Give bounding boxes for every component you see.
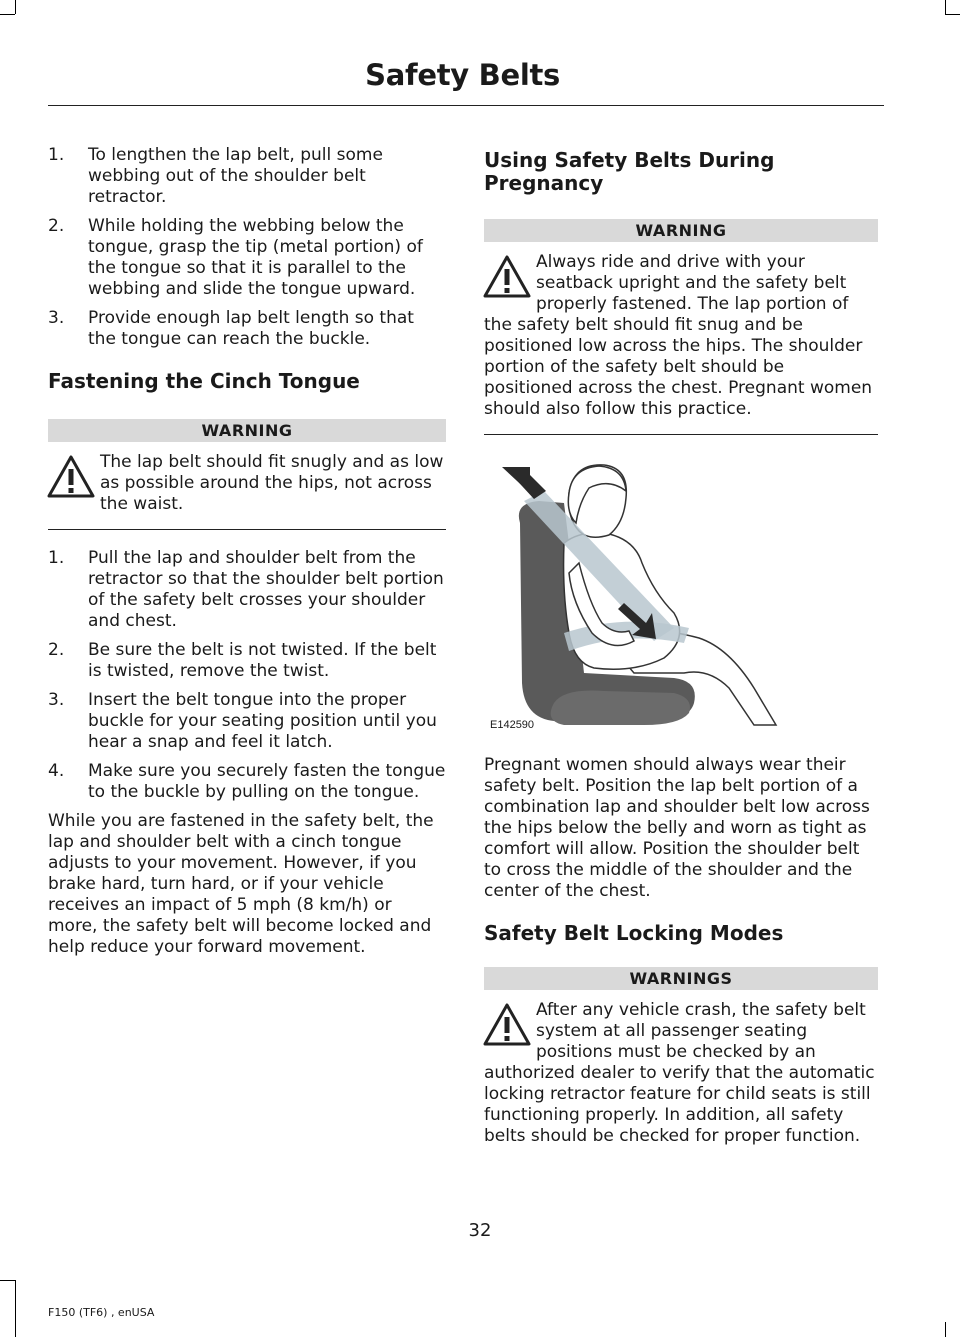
warning-text: Always ride and drive with your seatback upright and the safety belt properly fastened. The lap portion of the safety belt should fit snug and be positioned low across the hips. The shoulder portion of the safety belt should be positioned across the chest. Pregnant women should also follow this practice.: [484, 252, 873, 419]
warning-label: WARNING: [48, 419, 446, 442]
section-heading: Safety Belt Locking Modes: [484, 921, 784, 945]
warning-text: After any vehicle crash, the safety belt system at all passenger seating positions must be checked by an authorized dealer to verify that the automatic locking retractor feature for child seats is still functioning properly. In addition, all safety belts should be checked for proper function.: [484, 1000, 875, 1146]
warning-box: [484, 1000, 878, 1161]
warning-triangle-icon: [482, 254, 532, 300]
page-number: 32: [468, 1220, 492, 1241]
warning-label: WARNING: [484, 219, 878, 242]
pregnancy-belt-illustration: [484, 463, 878, 737]
list-item: 1. To lengthen the lap belt, pull some webbing out of the shoulder belt retractor.: [48, 145, 383, 207]
warning-box: [484, 252, 878, 435]
list-item: 3. Provide enough lap belt length so that the tongue can reach the buckle.: [48, 308, 414, 349]
header-rule: [48, 105, 884, 106]
crop-mark: [945, 1322, 946, 1337]
warning-triangle-icon: [482, 1002, 532, 1048]
right-column: [484, 145, 878, 1179]
body-paragraph: Pregnant women should always wear their safety belt. Position the lap belt portion of a combination lap and shoulder belt low across the hips below the belly and worn as tight as comfort will allow. Position the shoulder belt to cross the middle of the shoulder and the center of the chest.: [484, 755, 870, 901]
steps-fasten: [48, 548, 446, 803]
list-item: 1. Pull the lap and shoulder belt from the retractor so that the shoulder belt portion of the safety belt crosses your shoulder and chest.: [48, 548, 444, 631]
warning-triangle-icon: [46, 454, 96, 500]
crop-mark: [15, 1280, 16, 1337]
page-title: Safety Belts: [365, 58, 560, 92]
crop-mark: [0, 1280, 15, 1281]
crop-mark: [0, 14, 15, 15]
warning-box: [48, 452, 446, 530]
warning-label: WARNINGS: [484, 967, 878, 990]
crop-mark: [15, 0, 16, 14]
section-heading: Fastening the Cinch Tongue: [48, 369, 360, 393]
crop-mark: [945, 14, 960, 15]
list-item: 2. While holding the webbing below the tongue, grasp the tip (metal portion) of the tongue so that it is parallel to the webbing and slide the tongue upward.: [48, 216, 423, 299]
footer-text: F150 (TF6) , enUSA: [48, 1306, 155, 1319]
section-heading: Using Safety Belts During Pregnancy: [484, 148, 775, 195]
warning-text: The lap belt should fit snugly and as low as possible around the hips, not across the waist.: [100, 452, 444, 514]
list-item: 3. Insert the belt tongue into the proper buckle for your seating position until you hear a snap and feel it latch.: [48, 690, 437, 752]
crop-mark: [945, 0, 946, 14]
body-paragraph: While you are fastened in the safety belt, the lap and shoulder belt with a cinch tongue adjusts to your movement. However, if you brake hard, turn hard, or if your vehicle receives an impact of 5 mph (8 km/h) or more, the safety belt will become locked and help reduce your forward movement.: [48, 811, 434, 957]
seated-woman-illustration: [484, 463, 878, 737]
list-item: 2. Be sure the belt is not twisted. If the belt is twisted, remove the twist.: [48, 640, 437, 681]
list-item: 4. Make sure you securely fasten the tongue to the buckle by pulling on the tongue.: [48, 761, 446, 802]
figure-id: E142590: [490, 719, 535, 731]
steps-lengthen: [48, 145, 446, 350]
left-column: [48, 145, 446, 958]
